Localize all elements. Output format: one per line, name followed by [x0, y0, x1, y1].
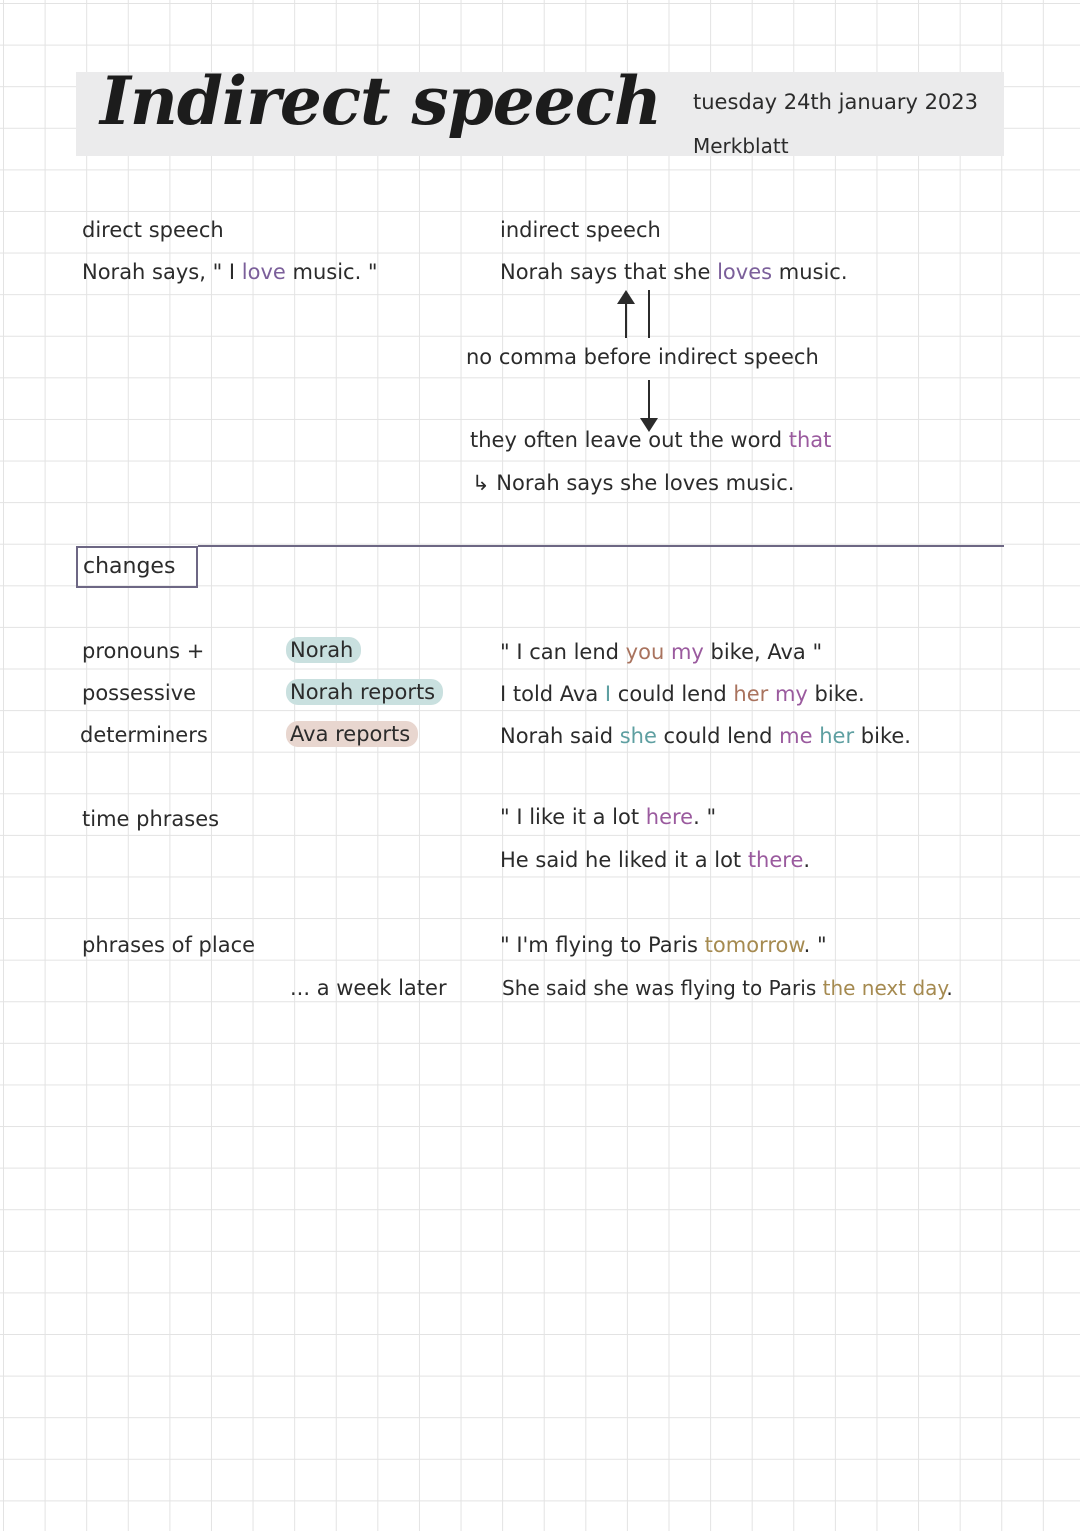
direct-speech-example: Norah says, " I love music. ": [82, 260, 378, 284]
pronouns-label-1: pronouns +: [82, 639, 205, 663]
pronoun-example-2: I told Ava I could lend her my bike.: [500, 682, 865, 706]
highlight-ava-reports: Ava reports: [286, 722, 418, 746]
time-phrases-label: time phrases: [82, 807, 220, 831]
section-divider: [198, 545, 1004, 547]
indirect-speech-example: Norah says that she loves music.: [500, 260, 848, 284]
note-example: ↳ Norah says she loves music.: [472, 471, 795, 495]
direct-speech-label: direct speech: [82, 218, 224, 242]
pronouns-label-3: determiners: [80, 723, 208, 747]
note-comma: no comma before indirect speech: [466, 345, 819, 369]
place-aside: ... a week later: [290, 976, 447, 1000]
place-phrases-label: phrases of place: [82, 933, 256, 957]
separator-line: [648, 290, 650, 338]
indirect-speech-label: indirect speech: [500, 218, 661, 242]
page-title: Indirect speech: [100, 62, 661, 140]
pronoun-example-1: " I can lend you my bike, Ava ": [500, 640, 823, 664]
pronouns-label-2: possessive: [82, 681, 197, 705]
pronoun-example-3: Norah said she could lend me her bike.: [500, 724, 911, 748]
highlight-norah: Norah: [286, 638, 361, 662]
place-example-2: She said she was flying to Paris the next day.: [502, 976, 953, 1000]
highlight-norah-reports: Norah reports: [286, 680, 443, 704]
place-example-1: " I'm flying to Paris tomorrow. ": [500, 933, 827, 957]
note-that: they often leave out the word that: [470, 428, 832, 452]
time-example-2: He said he liked it a lot there.: [500, 848, 811, 872]
date-text: tuesday 24th january 2023: [693, 90, 979, 114]
time-example-1: " I like it a lot here. ": [500, 805, 717, 829]
subtitle-text: Merkblatt: [693, 134, 789, 158]
changes-heading: changes: [76, 546, 198, 588]
